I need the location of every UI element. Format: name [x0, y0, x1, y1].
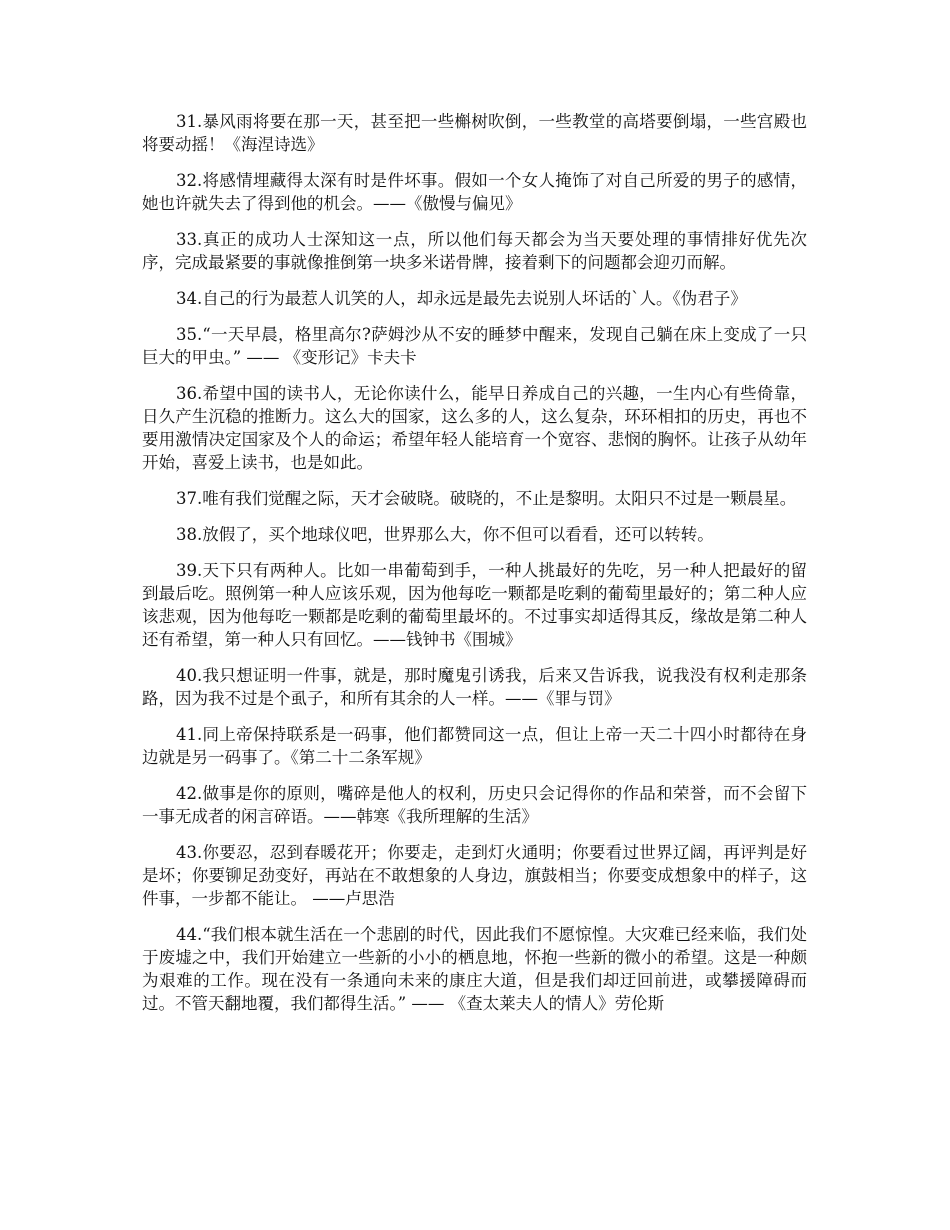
quote-paragraph-33: 33.真正的成功人士深知这一点，所以他们每天都会为当天要处理的事情排好优先次序，完成最紧要的事就像推倒第一块多米诺骨牌，接着剩下的问题都会迎刃而解。 — [142, 230, 807, 272]
quote-paragraph-32: 32.将感情埋藏得太深有时是件坏事。假如一个女人掩饰了对自己所爱的男子的感情，她也许就失去了得到他的机会。——《傲慢与偏见》 — [142, 171, 807, 213]
quote-paragraph-34: 34.自己的行为最惹人讥笑的人，却永远是最先去说别人坏话的`人。《伪君子》 — [176, 289, 747, 308]
quote-paragraph-44: 44.“我们根本就生活在一个悲剧的时代，因此我们不愿惊惶。大灾难已经来临，我们处于废墟之中，我们开始建立一些新的小小的栖息地，怀抱一些新的微小的希望。这是一种颇为艰难的工作。现在没有一条通向未来的康庄大道，但是我们却迂回前进，或攀援障碍而过。不管天翻地覆，我们都得生活。” —— 《查太莱夫人的情人》劳伦斯 — [142, 925, 807, 1013]
quote-paragraph-41: 41.同上帝保持联系是一码事，他们都赞同这一点，但让上帝一天二十四小时都待在身边就是另一码事了。《第二十二条军规》 — [142, 725, 807, 767]
quote-paragraph-38: 38.放假了，买个地球仪吧，世界那么大，你不但可以看看，还可以转转。 — [176, 525, 714, 544]
quote-paragraph-43: 43.你要忍，忍到春暖花开；你要走，走到灯火通明；你要看过世界辽阔，再评判是好是坏；你要铆足劲变好，再站在不敢想象的人身边，旗鼓相当；你要变成想象中的样子，这件事，一步都不能让。 ——卢思浩 — [142, 843, 807, 908]
quote-paragraph-40: 40.我只想证明一件事，就是，那时魔鬼引诱我，后来又告诉我，说我没有权利走那条路，因为我不过是个虱子，和所有其余的人一样。——《罪与罚》 — [142, 666, 807, 708]
quote-paragraph-31: 31.暴风雨将要在那一天，甚至把一些槲树吹倒，一些教堂的高塔要倒塌，一些宫殿也将要动摇！《海涅诗选》 — [142, 112, 807, 154]
quote-paragraph-35: 35.“一天早晨，格里高尔?萨姆沙从不安的睡梦中醒来，发现自己躺在床上变成了一只巨大的甲虫。” —— 《变形记》卡夫卡 — [142, 325, 807, 367]
quote-paragraph-42: 42.做事是你的原则，嘴碎是他人的权利，历史只会记得你的作品和荣誉，而不会留下一事无成者的闲言碎语。——韩寒《我所理解的生活》 — [142, 784, 807, 826]
quote-paragraph-36: 36.希望中国的读书人，无论你读什么，能早日养成自己的兴趣，一生内心有些倚靠，日久产生沉稳的推断力。这么大的国家，这么多的人，这么复杂，环环相扣的历史，再也不要用激情决定国家及个人的命运；希望年轻人能培育一个宽容、悲悯的胸怀。让孩子从幼年开始，喜爱上读书，也是如此。 — [142, 384, 807, 472]
quote-paragraph-39: 39.天下只有两种人。比如一串葡萄到手，一种人挑最好的先吃，另一种人把最好的留到最后吃。照例第一种人应该乐观，因为他每吃一颗都是吃剩的葡萄里最好的；第二种人应该悲观，因为他每吃一颗都是吃剩的葡萄里最坏的。不过事实却适得其反，缘故是第二种人还有希望，第一种人只有回忆。——钱钟书《围城》 — [142, 561, 807, 649]
quote-paragraph-37: 37.唯有我们觉醒之际，天才会破晓。破晓的，不止是黎明。太阳只不过是一颗晨星。 — [176, 489, 797, 508]
document-page — [142, 110, 807, 1028]
